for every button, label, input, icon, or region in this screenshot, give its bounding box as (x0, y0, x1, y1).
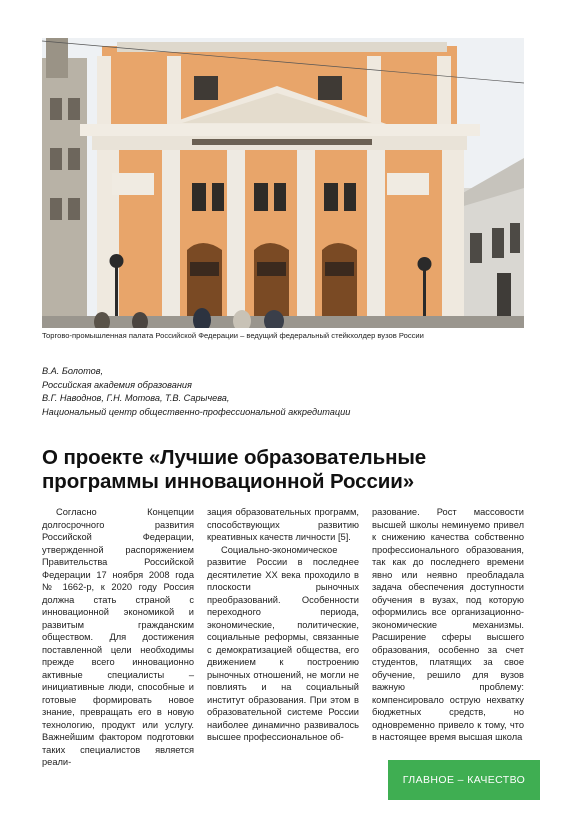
building-icon (42, 38, 524, 328)
building-photo (42, 38, 524, 328)
title-line: программы инновационной России» (42, 470, 415, 493)
title-line: О проекте «Лучшие образовательные (42, 446, 427, 469)
author-line: В.Г. Наводнов, Г.Н. Мотова, Т.В. Сарычева, (42, 393, 230, 404)
section-badge: ГЛАВНОЕ – КАЧЕСТВО (388, 760, 540, 800)
paragraph: разование. Рост массовости высшей школы неминуемо привел к снижению качества собственно профессионального образования, так как до последнего времени явно или неявно преобладала задача обеспечения доступности обучения в вузах, под которую оформились все организационно-экономические механизмы. Расширение сферы высшего образования, особенно за счет студентов, платящих за свое обучение, решило для вузов важную проблему: компенсировало острую нехватку бюджетных средств, но одновременно привело к тому, что в настоящее время высшая школа (372, 507, 524, 742)
author-line: Российская академия образования (42, 379, 192, 390)
paragraph: зация образовательных программ, способствующих развитию креативных качеств личности [5]. (207, 507, 359, 542)
author-line: В.А. Болотов, (42, 366, 104, 376)
photo-caption: Торгово-промышленная палата Российской Федерации – ведущий федеральный стейкхолдер вузов России (42, 331, 424, 340)
text-column-1 (42, 506, 194, 769)
author-line: Национальный центр общественно-профессиональной аккредитации (42, 406, 351, 417)
text-column-2 (207, 506, 359, 744)
paragraph: Социально-экономическое развитие России в последнее десятилетие XX века проходило в плоскости рыночных преобразований. Особенности переходного периода, экономические, политические, социальные реформы, связанные с демократизацией общества, его движением к построению рыночных отношений, не могли не повлиять и на социальный институт образования. При этом в образовательной системе России наиболее динамично развивалось высшее профессиональное об- (207, 544, 359, 742)
authors-block (42, 365, 350, 419)
text-column-3 (372, 506, 524, 744)
article-title (42, 446, 542, 494)
paragraph: Согласно Концепции долгосрочного развития Российской Федерации, утвержденной распоряжением Правительства Российской Федерации 17 ноября 2008 года № 1662-р, к 2020 году Россия должна стать страной с инновационной экономикой и развитым гражданским обществом. Для достижения поставленной цели необходимы прежде всего инновационно активные специалисты – инициативные люди, способные и готовые формировать новое знание, превращать его в новую технологию, продукт или услугу. Важнейшим фактором подготовки таких специалистов является реали- (42, 507, 194, 767)
